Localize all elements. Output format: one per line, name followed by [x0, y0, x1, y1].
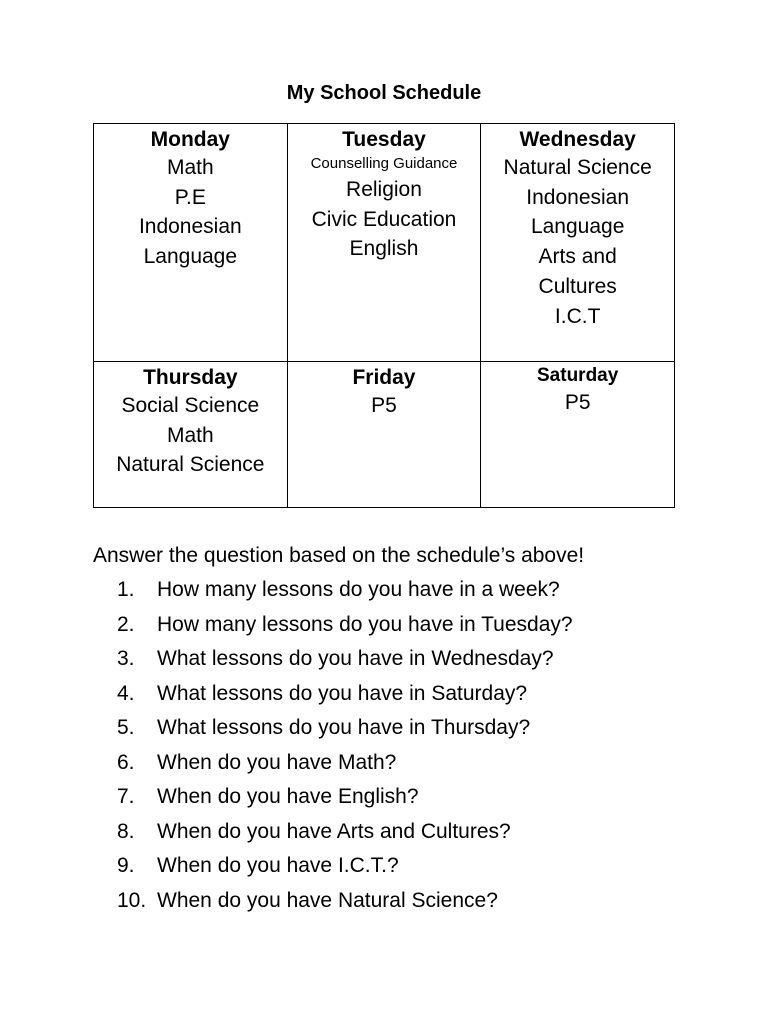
lesson: P5: [564, 391, 591, 414]
question-number: 4.: [117, 681, 135, 705]
question-text: What lessons do you have in Saturday?: [157, 681, 528, 705]
question-text: What lessons do you have in Thursday?: [157, 716, 531, 739]
lesson: English: [349, 237, 419, 261]
lesson: Language: [530, 215, 625, 239]
question-text: When do you have English?: [157, 785, 419, 808]
lesson: Indonesian: [526, 185, 630, 209]
saturday-cell: [481, 362, 675, 508]
thursday-cell: [94, 362, 288, 508]
lesson: P5: [371, 394, 397, 417]
lesson: Arts and: [538, 245, 617, 269]
day-heading: Wednesday: [519, 128, 636, 151]
day-heading: Tuesday: [342, 128, 426, 151]
schedule-row: [94, 362, 675, 508]
day-heading: Saturday: [537, 365, 619, 386]
question-text: How many lessons do you have in Tuesday?: [157, 612, 573, 636]
lesson: Math: [166, 423, 214, 447]
question-number: 10.: [117, 888, 147, 912]
wednesday-cell: [481, 124, 675, 362]
lesson: Counselling Guidance: [310, 155, 458, 172]
question-text: When do you have I.C.T.?: [157, 854, 399, 877]
question-text: When do you have Arts and Cultures?: [157, 819, 511, 843]
question-number: 3.: [117, 647, 135, 670]
friday-cell: [287, 362, 481, 508]
page-title: My School Schedule: [286, 82, 482, 104]
question-text: How many lessons do you have in a week?: [157, 578, 560, 601]
lesson: Language: [143, 245, 238, 269]
question-number: 5.: [117, 716, 135, 739]
lesson: Cultures: [538, 274, 617, 298]
monday-cell: [94, 124, 288, 362]
question-number: 6.: [117, 750, 135, 774]
lesson: Civic Education: [311, 207, 457, 231]
day-heading: Monday: [150, 128, 230, 151]
lesson: I.C.T: [554, 304, 601, 328]
instruction-text: Answer the question based on the schedule’s above!: [93, 544, 585, 567]
question-text: What lessons do you have in Wednesday?: [157, 647, 554, 670]
question-number: 9.: [117, 854, 135, 877]
question-number: 8.: [117, 819, 135, 843]
schedule-row: [94, 124, 675, 362]
question-number: 7.: [117, 785, 135, 808]
question-text: When do you have Math?: [157, 750, 397, 774]
lesson: Natural Science: [116, 453, 265, 477]
lesson: P.E: [174, 185, 206, 209]
day-heading: Friday: [352, 366, 416, 389]
day-heading: Thursday: [143, 366, 238, 389]
lesson: Natural Science: [503, 156, 652, 179]
lesson: Math: [166, 156, 214, 179]
tuesday-cell: [287, 124, 481, 362]
lesson: Indonesian: [138, 215, 242, 239]
lesson: Religion: [346, 178, 422, 201]
question-number: 1.: [117, 578, 135, 601]
lesson: Social Science: [121, 394, 260, 417]
question-text: When do you have Natural Science?: [157, 888, 498, 912]
question-number: 2.: [117, 612, 135, 636]
schedule-table: [93, 123, 675, 508]
